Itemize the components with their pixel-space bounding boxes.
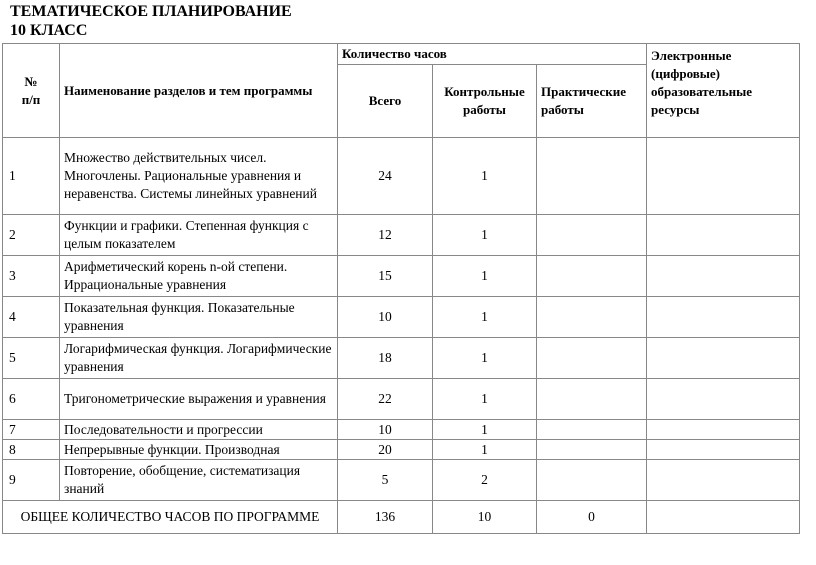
row-total-hours: 18: [338, 338, 433, 379]
row-practical-works: [537, 440, 647, 460]
row-practical-works: [537, 420, 647, 440]
row-practical-works: [537, 256, 647, 297]
row-topic: Логарифмическая функция. Логарифмические уравнения: [60, 338, 338, 379]
row-number: 1: [3, 138, 60, 215]
table-row: [3, 379, 800, 420]
row-resources: [647, 215, 800, 256]
row-resources: [647, 440, 800, 460]
row-topic: Тригонометрические выражения и уравнения: [60, 379, 338, 420]
row-topic: Функции и графики. Степенная функция с целым показателем: [60, 215, 338, 256]
row-topic: Арифметический корень n-ой степени. Иррациональные уравнения: [60, 256, 338, 297]
column-header-resources: Электронные (цифровые) образовательные ресурсы: [647, 44, 800, 138]
row-resources: [647, 379, 800, 420]
column-header-total: Всего: [338, 65, 433, 138]
table-row: [3, 215, 800, 256]
row-practical-works: [537, 460, 647, 501]
row-control-works: 1: [433, 379, 537, 420]
row-total-hours: 10: [338, 297, 433, 338]
table-row: [3, 297, 800, 338]
document-title: ТЕМАТИЧЕСКОЕ ПЛАНИРОВАНИЕ: [10, 3, 292, 20]
summary-control-works: 10: [433, 501, 537, 534]
column-header-control: Контрольные работы: [433, 65, 537, 138]
row-total-hours: 12: [338, 215, 433, 256]
row-number: 4: [3, 297, 60, 338]
summary-total-hours: 136: [338, 501, 433, 534]
grade-label: 10 КЛАСС: [10, 22, 88, 39]
row-control-works: 1: [433, 138, 537, 215]
row-topic: Повторение, обобщение, систематизация знаний: [60, 460, 338, 501]
row-total-hours: 22: [338, 379, 433, 420]
row-topic: Непрерывные функции. Производная: [60, 440, 338, 460]
row-topic: Множество действительных чисел. Многочлены. Рациональные уравнения и неравенства. Системы линейных уравнений: [60, 138, 338, 215]
row-number: 3: [3, 256, 60, 297]
row-topic: Показательная функция. Показательные уравнения: [60, 297, 338, 338]
column-header-name: Наименование разделов и тем программы: [60, 44, 338, 138]
row-control-works: 1: [433, 440, 537, 460]
document-heading: [10, 2, 292, 40]
table-row: [3, 440, 800, 460]
summary-resources: [647, 501, 800, 534]
table-row: [3, 420, 800, 440]
row-number: 6: [3, 379, 60, 420]
row-resources: [647, 256, 800, 297]
row-total-hours: 10: [338, 420, 433, 440]
table-row: [3, 138, 800, 215]
table-row: [3, 256, 800, 297]
row-total-hours: 24: [338, 138, 433, 215]
column-header-hours: Количество часов: [338, 44, 647, 65]
row-number: 7: [3, 420, 60, 440]
row-control-works: 1: [433, 256, 537, 297]
row-practical-works: [537, 138, 647, 215]
row-control-works: 1: [433, 338, 537, 379]
row-resources: [647, 138, 800, 215]
row-practical-works: [537, 338, 647, 379]
row-practical-works: [537, 379, 647, 420]
row-number: 8: [3, 440, 60, 460]
row-resources: [647, 420, 800, 440]
row-number: 5: [3, 338, 60, 379]
summary-label: ОБЩЕЕ КОЛИЧЕСТВО ЧАСОВ ПО ПРОГРАММЕ: [3, 501, 338, 534]
row-topic: Последовательности и прогрессии: [60, 420, 338, 440]
column-header-number-line2: п/п: [21, 91, 41, 107]
row-total-hours: 5: [338, 460, 433, 501]
row-total-hours: 20: [338, 440, 433, 460]
row-control-works: 1: [433, 297, 537, 338]
row-practical-works: [537, 215, 647, 256]
row-practical-works: [537, 297, 647, 338]
row-number: 2: [3, 215, 60, 256]
row-resources: [647, 460, 800, 501]
table-row: [3, 460, 800, 501]
row-control-works: 1: [433, 215, 537, 256]
column-header-number-line1: №: [24, 73, 38, 89]
column-header-practical: Практические работы: [537, 65, 647, 138]
summary-row: [3, 501, 800, 534]
planning-table: [2, 43, 800, 534]
row-control-works: 1: [433, 420, 537, 440]
table-row: [3, 338, 800, 379]
row-control-works: 2: [433, 460, 537, 501]
summary-practical-works: 0: [537, 501, 647, 534]
row-number: 9: [3, 460, 60, 501]
table-header-row: [3, 44, 800, 65]
row-total-hours: 15: [338, 256, 433, 297]
row-resources: [647, 297, 800, 338]
row-resources: [647, 338, 800, 379]
column-header-number: [3, 44, 60, 138]
